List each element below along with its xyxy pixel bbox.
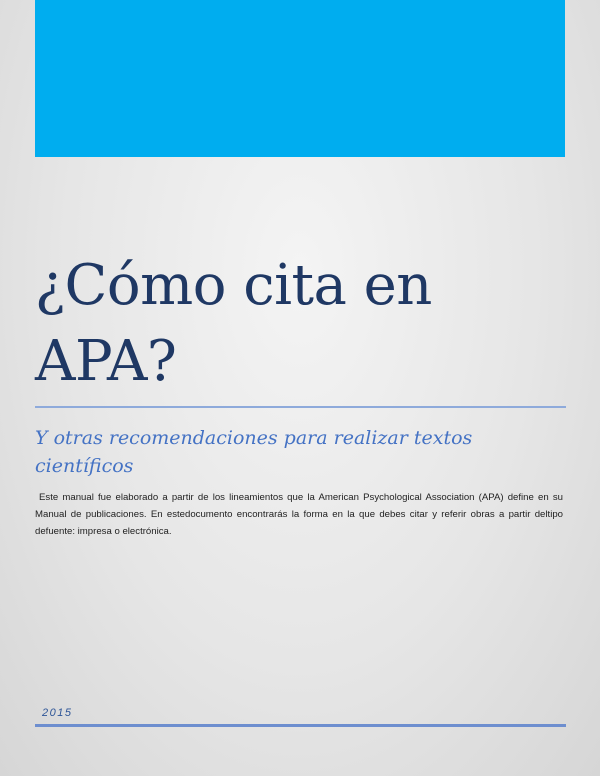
document-subtitle: Y otras recomendaciones para realizar textos científicos xyxy=(35,427,473,477)
document-title: ¿Cómo cita en APA? xyxy=(35,253,432,394)
footer-divider xyxy=(35,724,566,727)
title-divider xyxy=(35,406,566,408)
document-year: 2015 xyxy=(42,707,73,719)
header-banner xyxy=(35,0,565,157)
document-description: Este manual fue elaborado a partir de los lineamientos que la American Psychological Association (APA) define en su Manual de publicaciones. En estedocumento encontrarás la forma en la que debes citar y referir obras a partir deltipo defuente: impresa o electrónica. xyxy=(35,492,563,537)
